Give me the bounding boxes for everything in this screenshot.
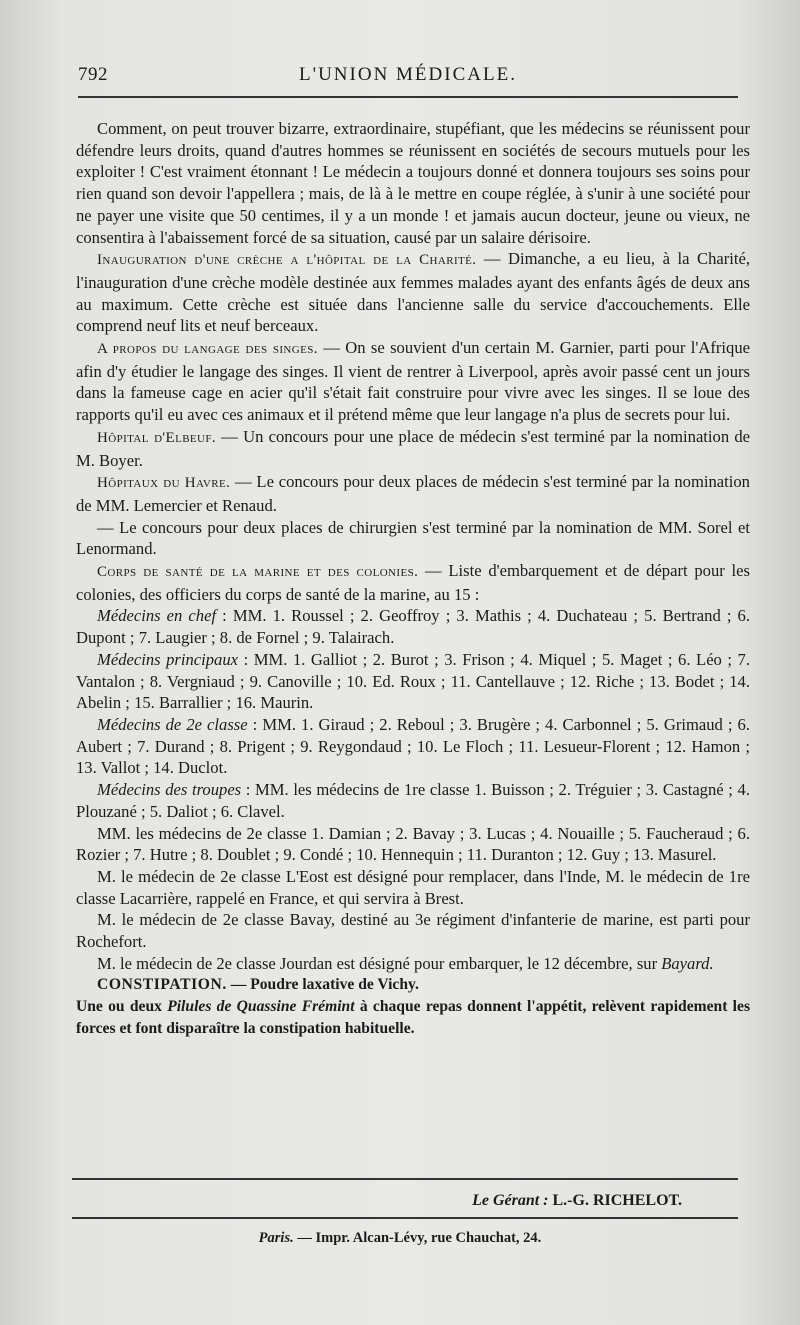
paragraph-hopitaux-havre: Hôpitaux du Havre. — Le concours pour deux places de médecin s'est terminé par la nomination de MM. Lemercier et Renaud. (76, 472, 750, 515)
section-heading: A propos du langage des singes. (97, 341, 318, 358)
ad-heading: CONSTIPATION. (97, 976, 227, 994)
paragraph-langage-singes: A propos du langage des singes. — On se souvient d'un certain M. Garnier, parti pour l'Afrique afin d'y étudier le langage des singes. Il vient de rentrer à Liverpool, après avoir passé cent un jours dans la fameuse cage en acier qu'il s'était fait construire pour vivre avec les singes. Il se loue des rapports qu'il eu avec ces animaux et il prétend même que leur langage n'a plus de secrets pour lui. (76, 338, 750, 425)
advertisement (76, 974, 750, 1039)
paragraph-societes-secours: Comment, on peut trouver bizarre, extraordinaire, stupéfiant, que les médecins se réunissent pour défendre leurs droits, quand d'autres hommes se réunissent en sociétés de secours mutuels pour les exploiter ! C'est vraiment étonnant ! Le médecin a toujours donné et donnera toujours ses soins pour rien quand son devoir l'appellera ; mais, de là à le mettre en coupe réglée, à s'unir à une société pour ne payer une visite que 50 centimes, il y a un monde ! et jamais aucun docteur, jeune ou vieux, ne consentira à l'abaissement forcé de sa situation, causé par un salaire dérisoire. (76, 119, 750, 247)
paragraph-creche-charite: Inauguration d'une crèche a l'hôpital de la Charité. — Dimanche, a eu lieu, à la Charité, l'inauguration d'une crèche modèle destinée aux femmes malades ayant des enfants âgés de deux ans au maximum. Cette crèche est située dans l'ancienne salle du service d'accouchements. Elle comprend neuf lits et neuf berceaux. (76, 249, 750, 336)
ship-name: Bayard. (661, 953, 714, 973)
paragraph-medecins-2e-classe: Médecins de 2e classe : MM. 1. Giraud ; 2. Reboul ; 3. Brugère ; 4. Carbonnel ; 5. Grimaud ; 6. Aubert ; 7. Durand ; 8. Prigent ; 9. Reygondaud ; 10. Le Floch ; 11. Lesueur-Florent ; 12. Hamon ; 13. Vallot ; 14. Duclot. (76, 714, 751, 778)
printer-imprint: Paris. — Impr. Alcan-Lévy, rue Chauchat, 24. (258, 1230, 542, 1246)
section-heading: Inauguration d'une crèche a l'hôpital de la Charité. (97, 252, 477, 269)
paragraph-medecins-troupes: Médecins des troupes : MM. les médecins de 1re classe 1. Buisson ; 2. Tréguier ; 3. Castagné ; 4. Plouzané ; 5. Daliot ; 6. Clavel. (76, 780, 750, 821)
article-body (76, 118, 750, 1040)
paragraph-medecins-principaux: Médecins principaux : MM. 1. Galliot ; 2. Burot ; 3. Frison ; 4. Miquel ; 5. Maget ; 6. Léo ; 7. Vantalon ; 8. Vergniaud ; 9. Canoville ; 10. Ed. Roux ; 11. Cantellauve ; 12. Riche ; 13. Bodet ; 14. Abelin ; 15. Barrallier ; 16. Maurin. (76, 649, 751, 713)
list-heading: Médecins en chef (97, 606, 217, 626)
ad-body: Une ou deux Pilules de Quassine Frémint à chaque repas donnent l'appétit, relèvent rapidement les forces et font disparaître la constipation habituelle. (76, 998, 751, 1037)
section-heading: Hôpitaux du Havre. (97, 475, 231, 492)
paragraph-hopital-elbeuf: Hôpital d'Elbeuf. — Un concours pour une place de médecin s'est terminé par la nomination de M. Boyer. (76, 426, 750, 470)
page-number: 792 (78, 64, 108, 85)
running-title: L'UNION MÉDICALE. (299, 64, 517, 85)
ad-heading-line: CONSTIPATION. — Poudre laxative de Vichy. (97, 976, 419, 994)
paragraph-leost: M. le médecin de 2e classe L'Eost est désigné pour remplacer, dans l'Inde, M. le médecin de 1re classe Lacarrière, rappelé en France, et qui servira à Brest. (76, 866, 750, 908)
list-heading: Médecins de 2e classe (97, 714, 248, 734)
section-heading: Hôpital d'Elbeuf. (97, 429, 217, 446)
manager-signature: Le Gérant : L.-G. RICHELOT. (472, 1192, 682, 1209)
ad-brand: Pilules de Quassine Frémint (167, 998, 355, 1016)
footer-rule (72, 1178, 738, 1180)
footer-rule-bottom (72, 1217, 738, 1219)
list-heading: Médecins principaux (97, 649, 239, 669)
paragraph-medecins-chef: Médecins en chef : MM. 1. Roussel ; 2. Geoffroy ; 3. Mathis ; 4. Duchateau ; 5. Bertrand ; 6. Dupont ; 7. Laugier ; 8. de Fornel ; 9. Talairach. (76, 606, 750, 648)
paragraph-concours-chirurgien: — Le concours pour deux places de chirurgien s'est terminé par la nomination de MM. Sorel et Lenormand. (76, 517, 750, 559)
paragraph-corps-sante-marine: Corps de santé de la marine et des colonies. — Liste d'embarquement et de départ pour les colonies, des officiers du corps de santé de la marine, au 15 : (76, 561, 750, 604)
section-heading: Corps de santé de la marine et des colonies. (97, 564, 419, 581)
header-rule (78, 96, 738, 98)
list-heading: Médecins des troupes (97, 780, 242, 800)
paragraph-jourdan: M. le médecin de 2e classe Jourdan est désigné pour embarquer, le 12 décembre, sur Bayard. (97, 953, 714, 973)
paragraph-bavay: M. le médecin de 2e classe Bavay, destiné au 3e régiment d'infanterie de marine, est parti pour Rochefort. (76, 910, 750, 952)
paragraph-medecins-2e-classe-list: MM. les médecins de 2e classe 1. Damian ; 2. Bavay ; 3. Lucas ; 4. Nouaille ; 5. Faucheraud ; 6. Rozier ; 7. Hutre ; 8. Doublet ; 9. Condé ; 10. Hennequin ; 11. Duranton ; 12. Guy ; 13. Masurel. (76, 823, 750, 865)
page-header (78, 60, 738, 90)
